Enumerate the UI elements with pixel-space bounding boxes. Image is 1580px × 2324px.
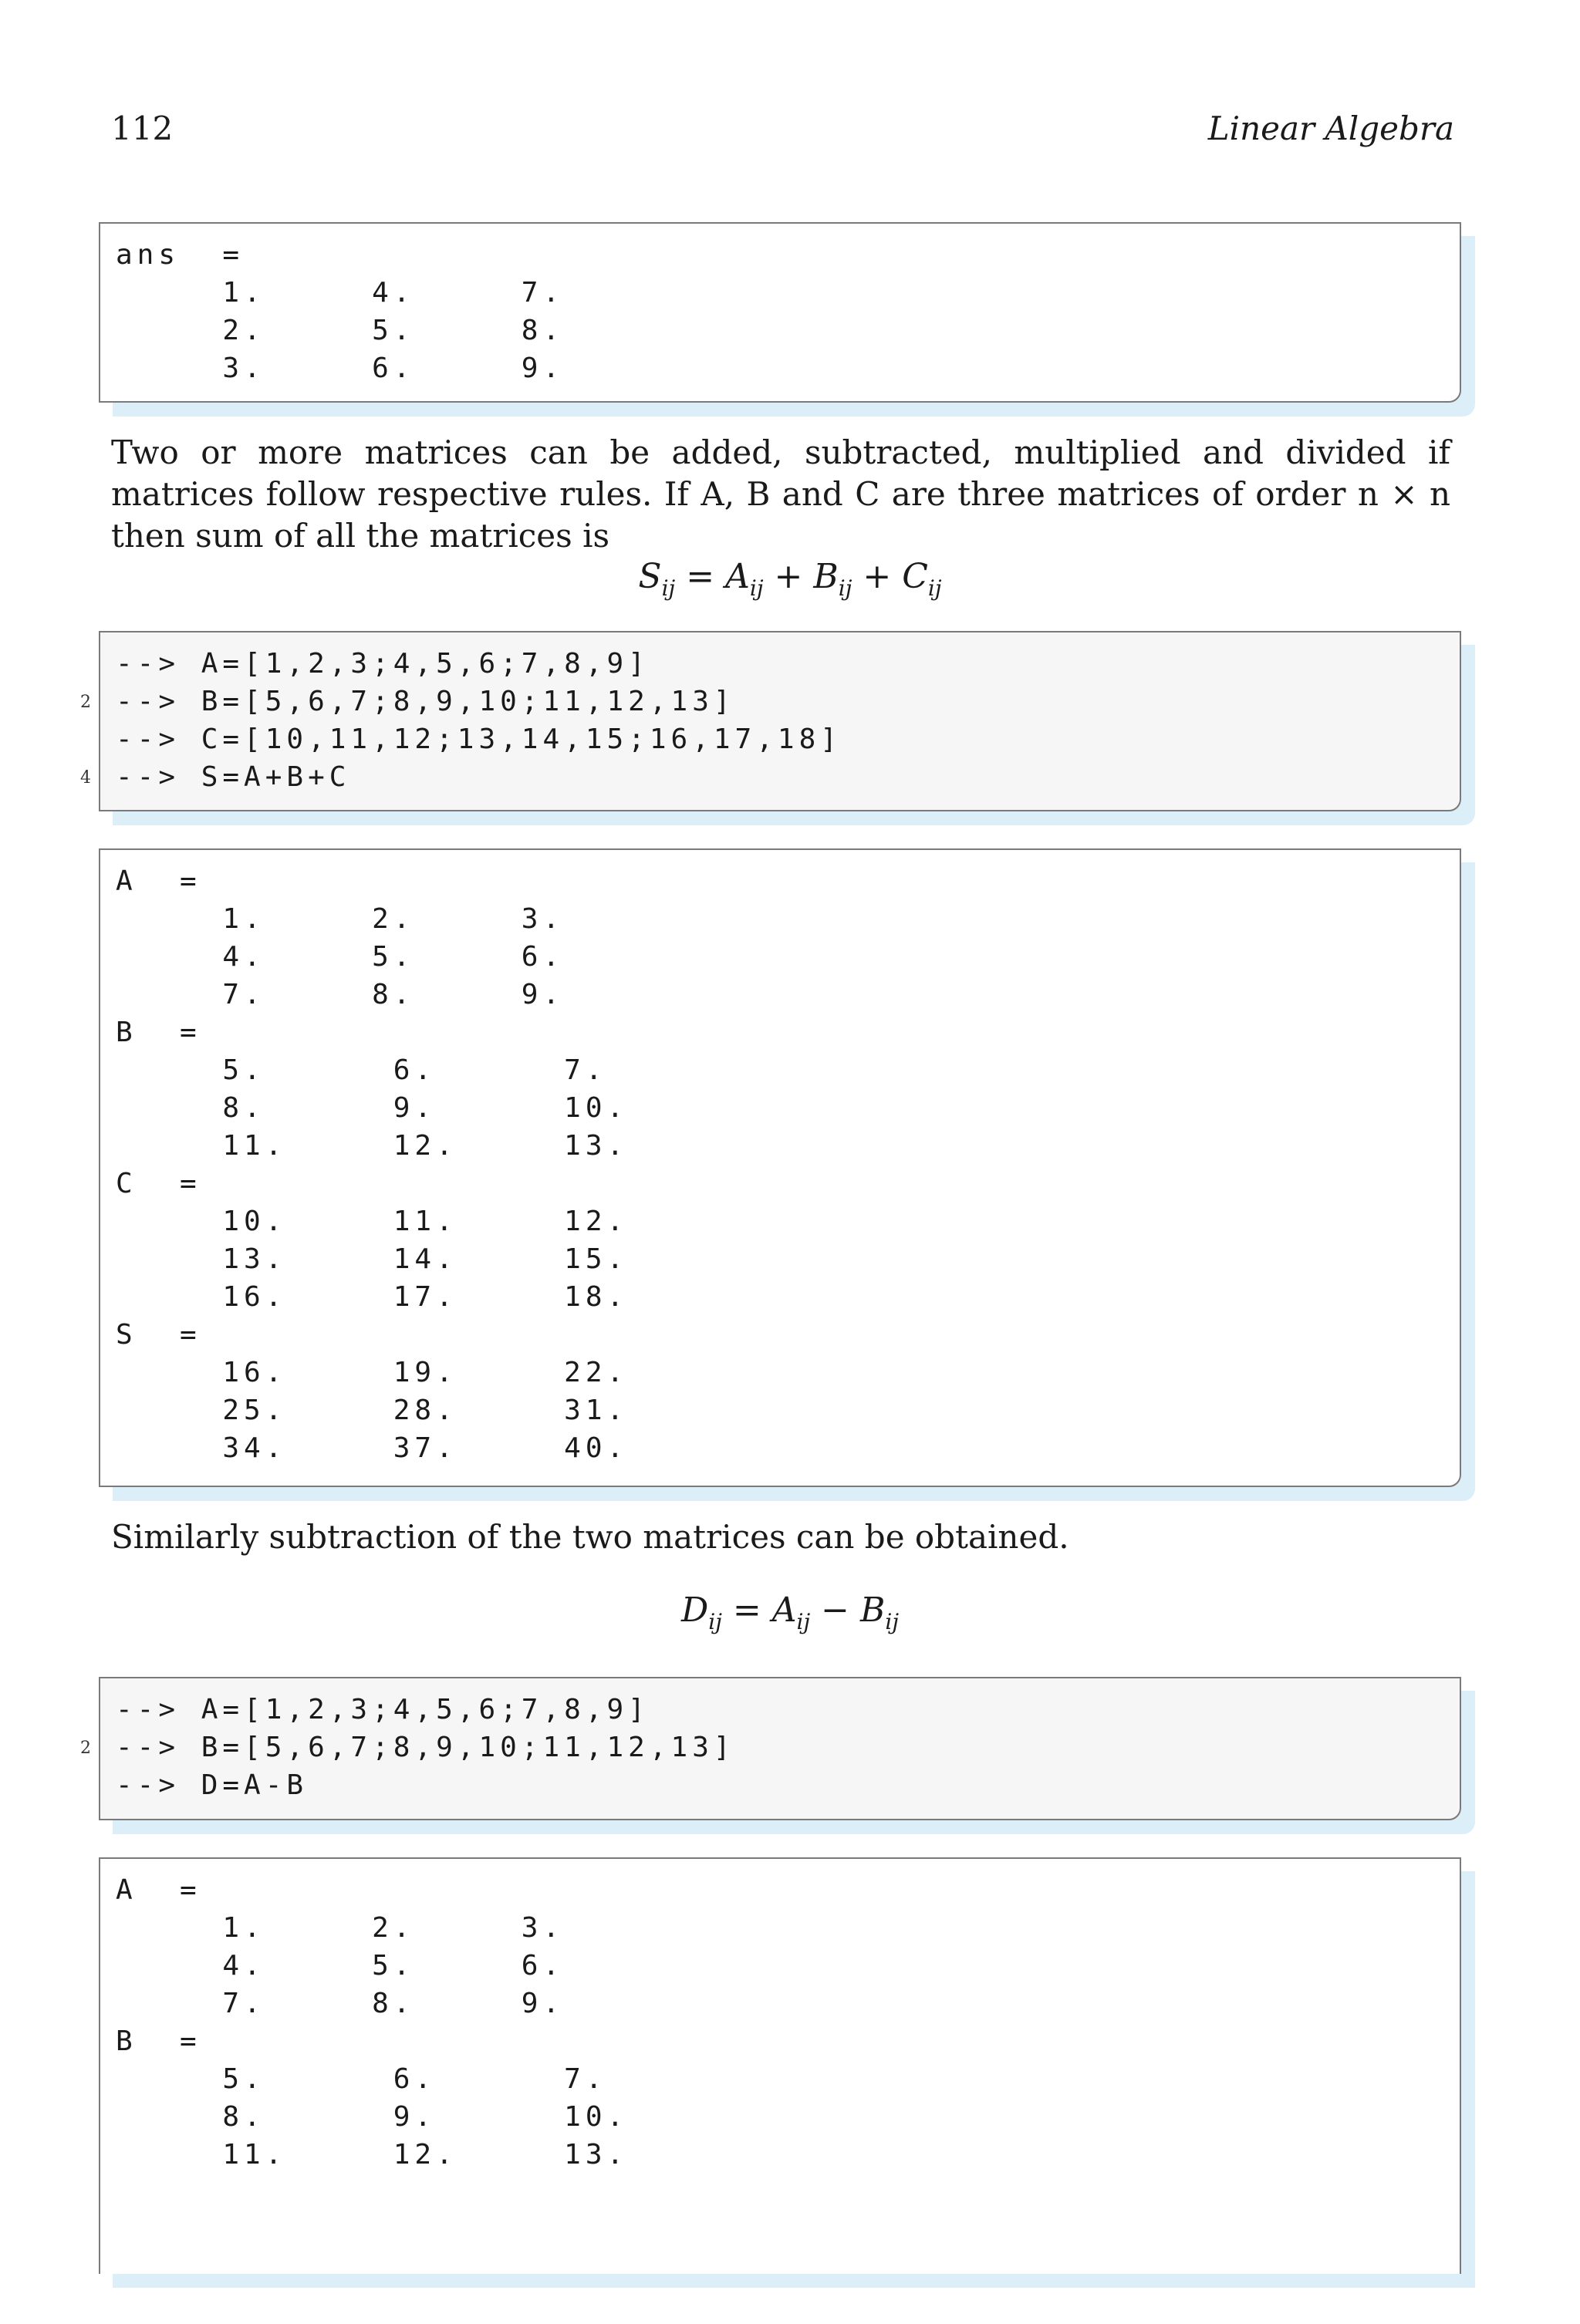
output-line: 16. 19. 22. (116, 1357, 629, 1388)
equation-sum: $S_{ij} = A_{ij} + B_{ij} + C_{ij}$ (638, 557, 942, 601)
output-line: 1. 2. 3. (116, 903, 565, 935)
output-line: 7. 8. 9. (116, 979, 565, 1010)
page-number: 112 (111, 110, 174, 147)
input-block-difference (80, 1677, 1461, 1820)
line-number: 4 (80, 768, 91, 788)
output-line: 1. 4. 7. (116, 277, 565, 309)
code-line: --> A=[1,2,3;4,5,6;7,8,9] (116, 648, 650, 680)
output-line: C = (116, 1168, 201, 1199)
output-block-sum (99, 848, 1461, 1487)
running-title: Linear Algebra (1207, 110, 1454, 147)
code-line: --> D=A-B (116, 1769, 309, 1801)
paragraph-matrix-rules: Two or more matrices can be added, subtracted, multiplied and divided if matrices follow respective rules. If A, B and C are three matrices of order n × n then sum of all the matrices is (111, 433, 1450, 555)
output-line: B = (116, 1017, 201, 1048)
output-line: 5. 6. 7. (116, 1054, 607, 1086)
line-number: 2 (80, 693, 91, 712)
output-block-ans (99, 222, 1461, 403)
output-line: 11. 12. 13. (116, 1130, 629, 1162)
output-line: 10. 11. 12. (116, 1206, 629, 1237)
output-line: 5. 6. 7. (116, 2063, 607, 2095)
code-line: --> B=[5,6,7;8,9,10;11,12,13] (116, 686, 735, 717)
output-line: 13. 14. 15. (116, 1243, 629, 1275)
output-line: 8. 9. 10. (116, 1092, 629, 1124)
output-line: S = (116, 1319, 201, 1351)
output-line: A = (116, 1874, 201, 1906)
output-line: 4. 5. 6. (116, 1950, 565, 1982)
output-line: B = (116, 2025, 201, 2057)
output-block-difference (99, 1857, 1461, 2274)
code-line: --> B=[5,6,7;8,9,10;11,12,13] (116, 1732, 735, 1763)
equation-difference: $D_{ij} = A_{ij} - B_{ij}$ (680, 1590, 900, 1634)
output-line: 34. 37. 40. (116, 1432, 629, 1464)
output-line: A = (116, 865, 201, 897)
paragraph-subtraction: Similarly subtraction of the two matrices can be obtained. (111, 1518, 1069, 1556)
output-line: 11. 12. 13. (116, 2139, 629, 2171)
output-line: 2. 5. 8. (116, 315, 565, 346)
output-line: 25. 28. 31. (116, 1395, 629, 1426)
code-line: --> S=A+B+C (116, 761, 351, 793)
output-line: 7. 8. 9. (116, 1988, 565, 2019)
output-line: 1. 2. 3. (116, 1912, 565, 1944)
output-line: ans = (116, 239, 245, 271)
code-line: --> A=[1,2,3;4,5,6;7,8,9] (116, 1694, 650, 1725)
output-line: 16. 17. 18. (116, 1281, 629, 1313)
code-line: --> C=[10,11,12;13,14,15;16,17,18] (116, 724, 842, 755)
input-block-sum (80, 631, 1461, 811)
output-line: 8. 9. 10. (116, 2101, 629, 2133)
line-number: 2 (80, 1739, 91, 1758)
output-line: 3. 6. 9. (116, 352, 565, 384)
output-line: 4. 5. 6. (116, 941, 565, 973)
